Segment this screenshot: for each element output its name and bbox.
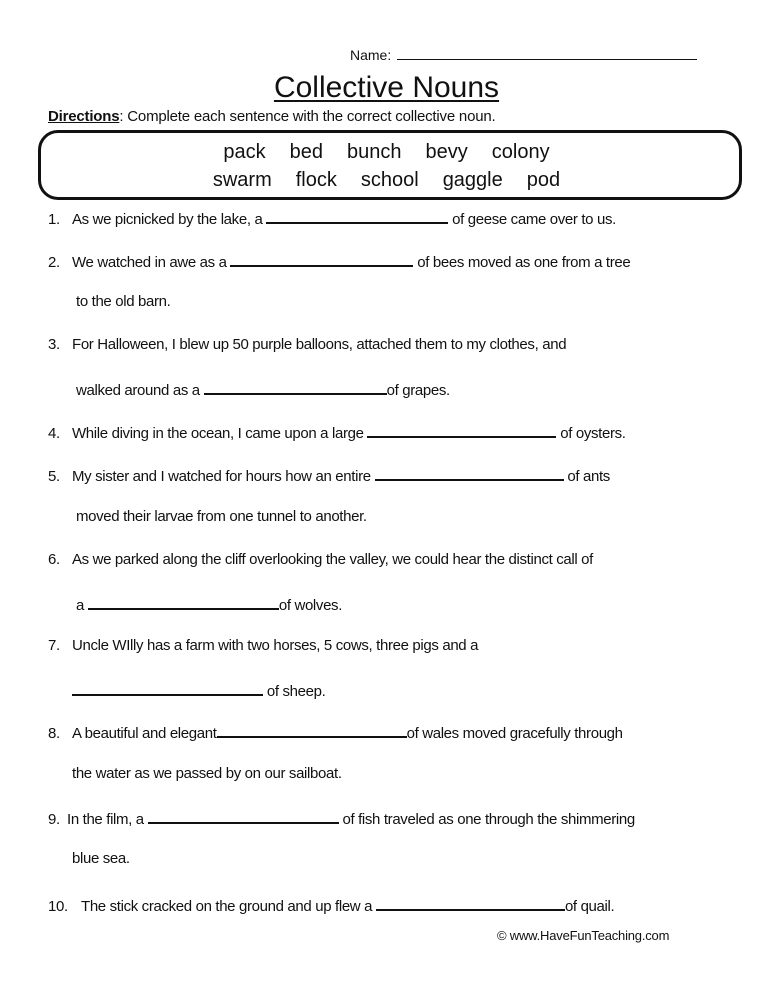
- word-bank-item: swarm: [212, 169, 272, 191]
- answer-blank-9[interactable]: [148, 808, 339, 824]
- question-text: My sister and I watched for hours how an entire: [72, 468, 371, 485]
- question-10: [48, 895, 614, 915]
- question-9: [48, 808, 635, 828]
- directions: [48, 108, 495, 125]
- question-text: As we picnicked by the lake, a: [72, 211, 263, 228]
- question-number: 6.: [48, 551, 60, 568]
- word-bank-row-1: [0, 141, 773, 164]
- word-bank-item: school: [360, 169, 419, 191]
- word-bank-item: pod: [526, 169, 561, 191]
- question-6: [48, 551, 593, 568]
- question-number: 8.: [48, 725, 60, 742]
- question-number: 4.: [48, 425, 60, 442]
- question-7-line-2: [72, 680, 325, 700]
- answer-blank-4[interactable]: [367, 422, 556, 438]
- question-number: 2.: [48, 254, 60, 271]
- question-3-line-2: [76, 379, 450, 399]
- question-text-after: of oysters.: [560, 425, 626, 442]
- directions-text: : Complete each sentence with the correct collective noun.: [119, 108, 496, 125]
- directions-label: Directions: [48, 108, 120, 125]
- answer-blank-6[interactable]: [88, 594, 279, 610]
- answer-blank-5[interactable]: [375, 465, 564, 481]
- answer-blank-3[interactable]: [204, 379, 387, 395]
- question-text-continued: blue sea.: [72, 850, 130, 867]
- question-text: walked around as a: [76, 382, 200, 399]
- question-number: 9.: [48, 811, 60, 828]
- question-text-after: of bees moved as one from a tree: [417, 254, 631, 271]
- question-number: 7.: [48, 637, 60, 654]
- question-text-after: of wolves.: [278, 597, 343, 614]
- name-field-row: [350, 45, 697, 63]
- word-bank-item: colony: [491, 141, 550, 163]
- question-text-after: of geese came over to us.: [452, 211, 616, 228]
- question-number: 1.: [48, 211, 60, 228]
- question-text-after: of sheep.: [266, 683, 326, 700]
- question-text: a: [76, 597, 84, 614]
- question-3: [48, 336, 566, 353]
- question-number: 5.: [48, 468, 60, 485]
- answer-blank-7[interactable]: [72, 680, 263, 696]
- question-text: Uncle WIlly has a farm with two horses, 5 cows, three pigs and a: [72, 637, 479, 654]
- name-input-line[interactable]: [397, 45, 697, 60]
- name-label: Name:: [350, 47, 392, 63]
- word-bank-item: pack: [223, 141, 266, 163]
- question-text-continued: to the old barn.: [76, 293, 171, 310]
- question-text-continued: moved their larvae from one tunnel to another.: [76, 508, 367, 525]
- question-4: [48, 422, 626, 442]
- question-2: [48, 251, 630, 271]
- question-1: [48, 208, 616, 228]
- question-text-continued: the water as we passed by on our sailboat.: [72, 765, 342, 782]
- copyright-footer: © www.HaveFunTeaching.com: [497, 928, 670, 943]
- question-text: For Halloween, I blew up 50 purple balloons, attached them to my clothes, and: [72, 336, 567, 353]
- answer-blank-1[interactable]: [266, 208, 448, 224]
- answer-blank-10[interactable]: [376, 895, 565, 911]
- word-bank-item: bevy: [425, 141, 468, 163]
- word-bank-item: bed: [289, 141, 324, 163]
- question-text: While diving in the ocean, I came upon a large: [72, 425, 364, 442]
- question-number: 3.: [48, 336, 60, 353]
- question-7: [48, 637, 478, 654]
- question-6-line-2: [76, 594, 342, 614]
- question-text: In the film, a: [67, 811, 144, 828]
- question-text: A beautiful and elegant: [72, 725, 217, 742]
- question-text-after: of grapes.: [386, 382, 450, 399]
- question-text-after: of quail.: [564, 898, 615, 915]
- answer-blank-2[interactable]: [230, 251, 413, 267]
- word-bank-item: gaggle: [442, 169, 503, 191]
- question-text: We watched in awe as a: [72, 254, 227, 271]
- question-8: [48, 722, 623, 742]
- question-text-after: of ants: [567, 468, 610, 485]
- word-bank-item: flock: [295, 169, 337, 191]
- question-text: As we parked along the cliff overlooking the valley, we could hear the distinct call of: [72, 551, 593, 568]
- word-bank-item: bunch: [347, 141, 402, 163]
- question-text-after: of wales moved gracefully through: [406, 725, 623, 742]
- question-number: 10.: [48, 898, 68, 915]
- answer-blank-8[interactable]: [217, 722, 407, 738]
- page-title: Collective Nouns: [273, 71, 500, 104]
- question-5: [48, 465, 610, 485]
- word-bank-row-2: [0, 169, 773, 192]
- question-text: The stick cracked on the ground and up flew a: [81, 898, 373, 915]
- question-text-after: of fish traveled as one through the shimmering: [342, 811, 635, 828]
